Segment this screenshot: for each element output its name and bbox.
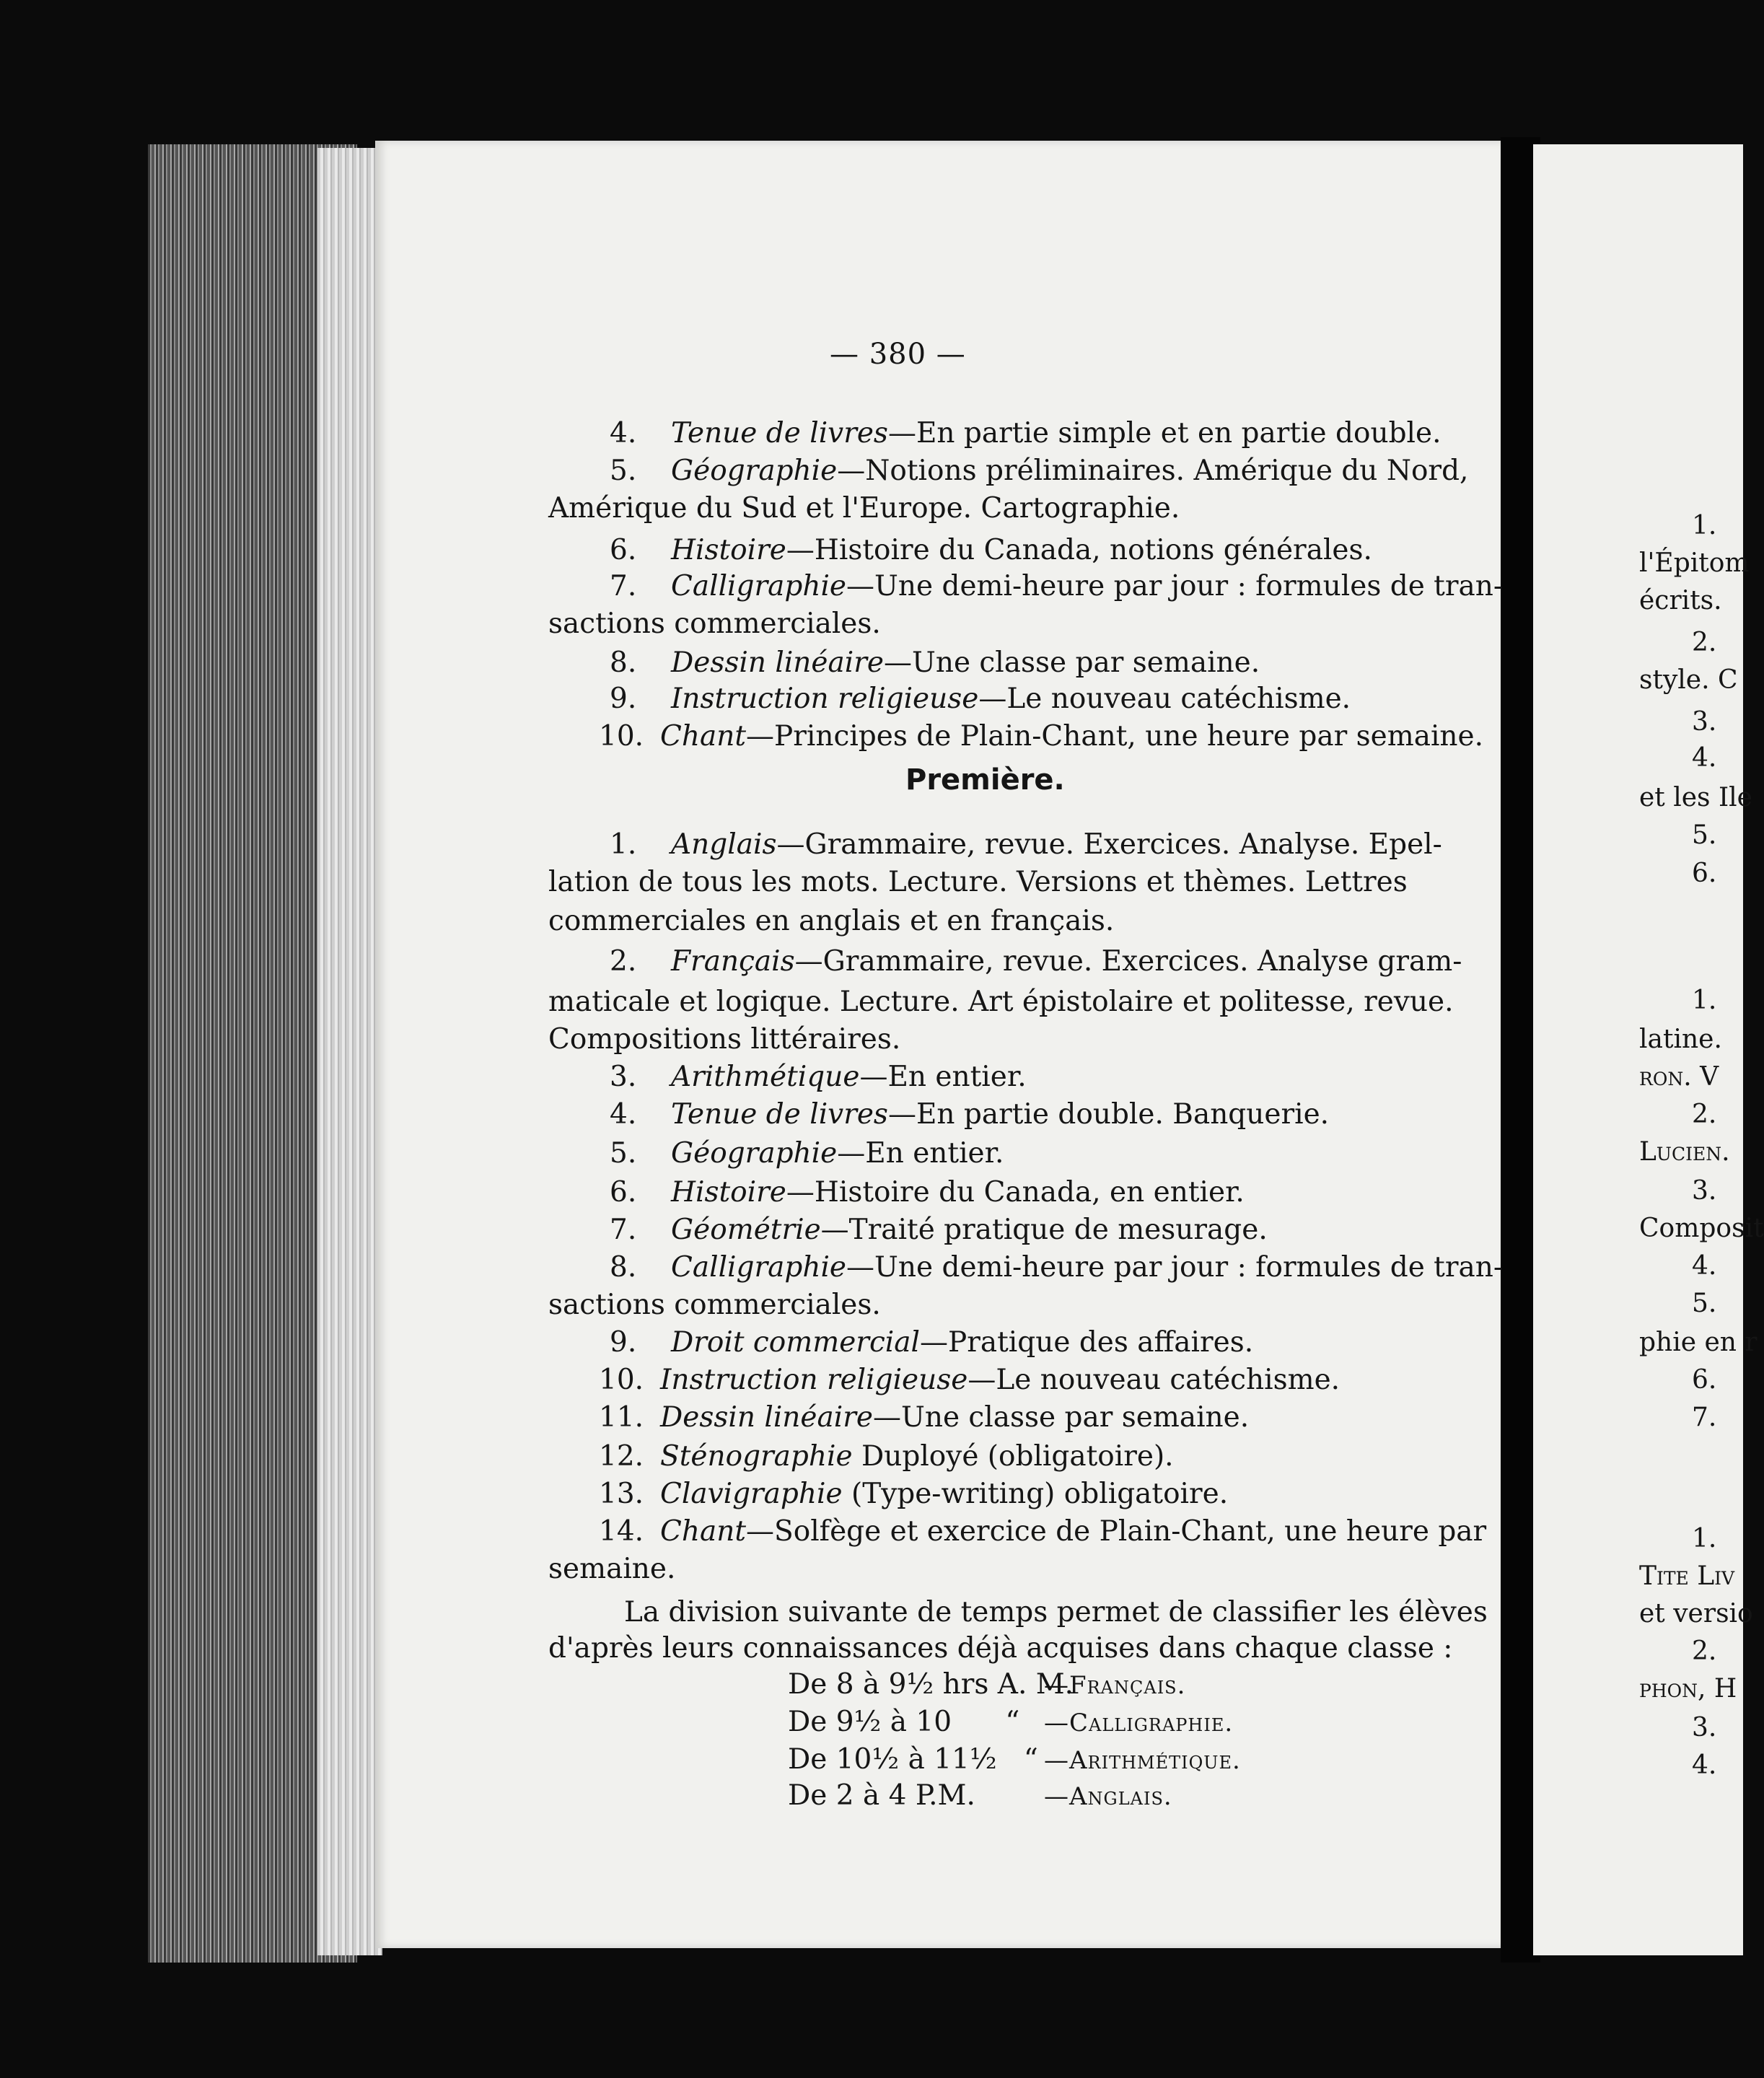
- text-line: [548, 986, 1453, 1018]
- subject-label: Calligraphie: [671, 1251, 847, 1284]
- text-line: [610, 646, 1260, 679]
- text-line: [610, 417, 1442, 450]
- text-line: [599, 1478, 1228, 1510]
- schedule-row: [788, 1743, 1241, 1776]
- subject-label: Calligraphie: [671, 570, 847, 602]
- text-line: [548, 1289, 881, 1321]
- subject-label: Anglais: [671, 828, 777, 861]
- line-text: sactions commerciales.: [548, 1289, 881, 1321]
- right-page-line: 5.: [1692, 820, 1717, 850]
- item-number: 6.: [610, 1176, 637, 1209]
- right-page-line: 3.: [1692, 1176, 1717, 1206]
- right-page-line: 6.: [1692, 1365, 1717, 1395]
- schedule-time: De 9½ à 10 “: [788, 1706, 1020, 1738]
- item-number: 5.: [610, 1137, 637, 1170]
- text-line: [610, 1137, 1004, 1170]
- text-line: [610, 1251, 1503, 1284]
- subject-label: Dessin linéaire: [660, 1401, 873, 1434]
- item-number: 7.: [610, 1214, 637, 1246]
- text-line: [548, 866, 1408, 898]
- line-text: —Notions préliminaires. Amérique du Nord,: [837, 455, 1469, 487]
- item-number: 10.: [599, 1364, 644, 1396]
- item-number: 4.: [610, 1098, 637, 1131]
- text-line: [548, 905, 1114, 937]
- item-number: 1.: [610, 828, 637, 861]
- schedule-row: [788, 1779, 1172, 1812]
- right-page-line: 1.: [1692, 511, 1717, 540]
- right-page-line: ron. V: [1639, 1062, 1719, 1092]
- right-page-line: 6.: [1692, 859, 1717, 888]
- line-text: —Principes de Plain-Chant, une heure par semaine.: [746, 720, 1484, 753]
- right-page-line: 3.: [1692, 1713, 1717, 1742]
- item-number: 7.: [610, 570, 637, 602]
- right-page-line: 2.: [1692, 1100, 1717, 1129]
- line-text: —Grammaire, revue. Exercices. Analyse gram-: [794, 945, 1462, 978]
- subject-label: Dessin linéaire: [671, 646, 884, 679]
- schedule-subject: —Arithmétique.: [1044, 1746, 1241, 1775]
- text-line: [610, 828, 1442, 861]
- line-text: —Une demi-heure par jour : formules de tran-: [846, 570, 1504, 602]
- subject-label: Chant: [660, 1515, 746, 1548]
- line-text: —Grammaire, revue. Exercices. Analyse. Epel-: [776, 828, 1442, 861]
- text-line: [548, 608, 881, 640]
- page-stack: [317, 148, 382, 1955]
- line-text: —En partie double. Banquerie.: [887, 1098, 1330, 1131]
- right-page-line: 1.: [1692, 1524, 1717, 1553]
- line-text: Duployé (obligatoire).: [852, 1440, 1174, 1473]
- right-page-line: 4.: [1692, 743, 1717, 773]
- page-number: — 380 —: [830, 338, 966, 371]
- text-line: [599, 1401, 1249, 1434]
- line-text: commerciales en anglais et en français.: [548, 905, 1115, 937]
- right-page-line: Composit: [1639, 1214, 1764, 1243]
- subject-label: Instruction religieuse: [660, 1364, 968, 1396]
- line-text: —En entier.: [859, 1061, 1027, 1093]
- item-number: 9.: [610, 683, 637, 715]
- subject-label: Histoire: [671, 1176, 786, 1209]
- text-line: [610, 1214, 1268, 1246]
- item-number: 14.: [599, 1515, 644, 1548]
- text-line: [610, 1326, 1253, 1359]
- right-page-line: 7.: [1692, 1403, 1717, 1432]
- line-text: —En entier.: [837, 1137, 1004, 1170]
- right-page-line: phie en r: [1639, 1328, 1758, 1357]
- item-number: 8.: [610, 646, 637, 679]
- schedule-row: [788, 1668, 1185, 1701]
- schedule-time: De 2 à 4 P.M.: [788, 1779, 975, 1812]
- text-line: [599, 1515, 1486, 1548]
- line-text: Amérique du Sud et l'Europe. Cartographie.: [548, 492, 1180, 525]
- text-line: [548, 1553, 675, 1585]
- line-text: La division suivante de temps permet de classifier les élèves: [624, 1596, 1488, 1628]
- text-line: [610, 945, 1462, 978]
- line-text: lation de tous les mots. Lecture. Versions et thèmes. Lettres: [548, 866, 1408, 898]
- subject-label: Tenue de livres: [671, 417, 888, 450]
- subject-label: Français: [671, 945, 795, 978]
- line-text: —Histoire du Canada, en entier.: [786, 1176, 1245, 1209]
- line-text: —Solfège et exercice de Plain-Chant, une heure par: [746, 1515, 1487, 1548]
- subject-label: Arithmétique: [671, 1061, 860, 1093]
- subject-label: Sténographie: [660, 1440, 853, 1473]
- text-line: [599, 1440, 1174, 1473]
- item-number: 12.: [599, 1440, 644, 1473]
- right-page-line: écrits.: [1639, 586, 1722, 615]
- item-number: 2.: [610, 945, 637, 978]
- subject-label: Histoire: [671, 534, 786, 566]
- text-line: [599, 720, 1483, 753]
- right-page-line: l'Épitom: [1639, 548, 1750, 578]
- right-page-line: Tite Liv: [1639, 1561, 1735, 1591]
- line-text: —En partie simple et en partie double.: [887, 417, 1442, 450]
- subject-label: Géographie: [671, 455, 838, 487]
- schedule-subject: —Anglais.: [1044, 1782, 1172, 1811]
- text-line: [624, 1596, 1488, 1628]
- subject-label: Clavigraphie: [660, 1478, 843, 1510]
- item-number: 8.: [610, 1251, 637, 1284]
- line-text: Compositions littéraires.: [548, 1023, 901, 1056]
- subject-label: Géométrie: [671, 1214, 821, 1246]
- text-line: [610, 1176, 1245, 1209]
- subject-label: Tenue de livres: [671, 1098, 888, 1131]
- text-line: [610, 570, 1503, 602]
- right-page-line: Lucien.: [1639, 1137, 1730, 1167]
- text-line: [599, 1364, 1340, 1396]
- schedule-subject: —Calligraphie.: [1044, 1709, 1234, 1737]
- text-line: [610, 455, 1468, 487]
- schedule-time: De 8 à 9½ hrs A. M.: [788, 1668, 1074, 1701]
- right-page-line: et les Ile: [1639, 783, 1752, 812]
- item-number: 11.: [599, 1401, 644, 1434]
- right-page-line: 5.: [1692, 1289, 1717, 1318]
- schedule-time: De 10½ à 11½ “: [788, 1743, 1038, 1776]
- line-text: —Histoire du Canada, notions générales.: [786, 534, 1372, 566]
- right-page-line: latine.: [1639, 1025, 1722, 1054]
- text-line: [548, 492, 1180, 525]
- right-page-line: 4.: [1692, 1750, 1717, 1780]
- text-line: [610, 1098, 1329, 1131]
- text-line: [548, 1632, 1452, 1665]
- schedule-subject: —Français.: [1044, 1671, 1186, 1700]
- item-number: 6.: [610, 534, 637, 566]
- subject-label: Droit commercial: [671, 1326, 920, 1359]
- line-text: maticale et logique. Lecture. Art épistolaire et politesse, revue.: [548, 986, 1454, 1018]
- subject-label: Géographie: [671, 1137, 838, 1170]
- right-page-line: phon, H: [1639, 1674, 1737, 1704]
- right-page-line: et versio: [1639, 1599, 1753, 1628]
- item-number: 4.: [610, 417, 637, 450]
- line-text: semaine.: [548, 1553, 676, 1585]
- right-page-line: 1.: [1692, 986, 1717, 1015]
- right-page-line: 3.: [1692, 707, 1717, 737]
- item-number: 10.: [599, 720, 644, 753]
- subject-label: Instruction religieuse: [671, 683, 979, 715]
- line-text: —Une classe par semaine.: [883, 646, 1260, 679]
- text-line: [610, 683, 1351, 715]
- right-page-line: 2.: [1692, 628, 1717, 657]
- subject-label: Chant: [660, 720, 746, 753]
- line-text: (Type-writing) obligatoire.: [842, 1478, 1229, 1510]
- line-text: —Le nouveau catéchisme.: [967, 1364, 1340, 1396]
- line-text: —Traité pratique de mesurage.: [820, 1214, 1268, 1246]
- item-number: 13.: [599, 1478, 644, 1510]
- text-line: [548, 1023, 900, 1056]
- line-text: —Pratique des affaires.: [919, 1326, 1254, 1359]
- section-heading: Première.: [905, 763, 1065, 797]
- right-page-line: 2.: [1692, 1636, 1717, 1666]
- item-number: 9.: [610, 1326, 637, 1359]
- line-text: sactions commerciales.: [548, 608, 881, 640]
- line-text: —Le nouveau catéchisme.: [978, 683, 1351, 715]
- item-number: 3.: [610, 1061, 637, 1093]
- right-page-line: 4.: [1692, 1251, 1717, 1281]
- right-page-line: style. C: [1639, 665, 1738, 695]
- text-line: [610, 1061, 1027, 1093]
- schedule-row: [788, 1706, 1233, 1738]
- line-text: —Une classe par semaine.: [872, 1401, 1250, 1434]
- line-text: —Une demi-heure par jour : formules de tran-: [846, 1251, 1504, 1284]
- item-number: 5.: [610, 455, 637, 487]
- line-text: d'après leurs connaissances déjà acquises dans chaque classe :: [548, 1632, 1453, 1665]
- text-line: [610, 534, 1372, 566]
